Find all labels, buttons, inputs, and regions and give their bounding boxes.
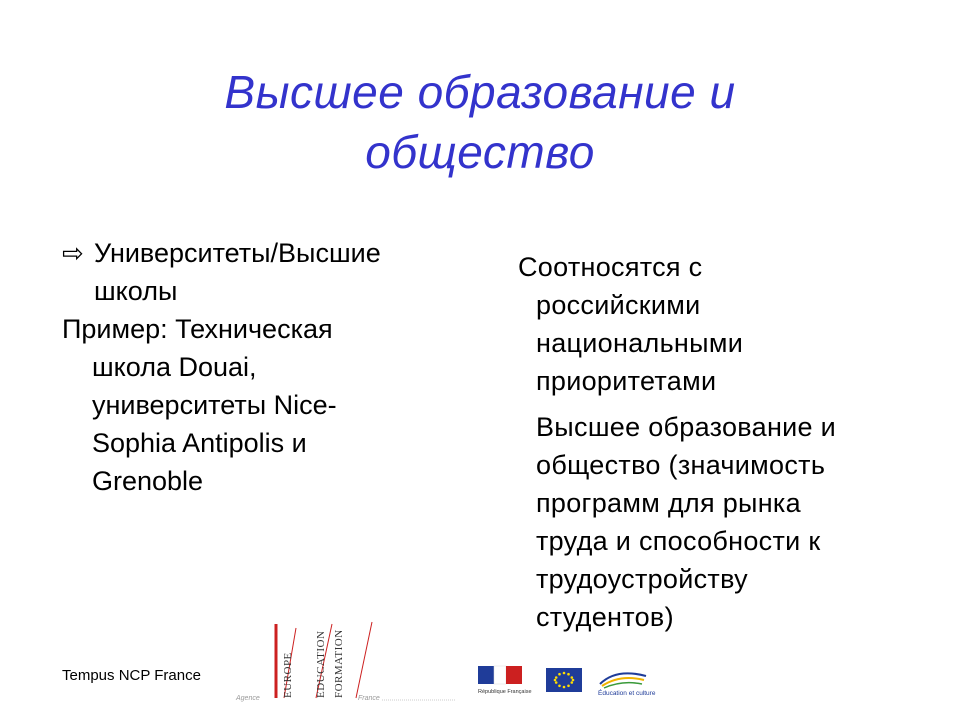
left-column [62,234,452,500]
education-culture-logo [598,673,656,697]
footer-text: Tempus NCP France [62,667,201,684]
eu-flag-icon [546,668,582,692]
right-column [508,248,908,636]
slide-title [120,62,840,182]
bullet-item [62,234,452,310]
svg-text:République Française: République Française [478,689,532,695]
example-text: Пример: Техническая школа Douai, университеты Nice- Sophia Antipolis и Grenoble [62,314,337,496]
logo-word: FORMATION [333,629,345,698]
republique-francaise-logo [478,666,532,695]
title-line: Высшее образование и [224,66,736,118]
logo-word: EDUCATION [315,630,327,698]
title-line: общество [365,126,595,178]
partner-logos [476,664,676,698]
hollow-right-arrow-icon: ⇨ [62,238,84,268]
bullet-text: Университеты/Высшие школы [94,238,381,306]
agence-europe-education-formation-logo [232,618,462,704]
logo-slash [356,622,372,698]
logo-word: France [358,695,380,702]
priorities-paragraph: Соотносятся с российскими национальными приоритетами [518,252,744,396]
logo-word: Agence [236,695,260,702]
higher-education-paragraph: Высшее образование и общество (значимость программ для рынка труда и способности к трудоустройству студентов) [536,412,837,632]
svg-text:Éducation et culture: Éducation et culture [598,690,656,697]
logo-word: EUROPE [282,652,294,698]
